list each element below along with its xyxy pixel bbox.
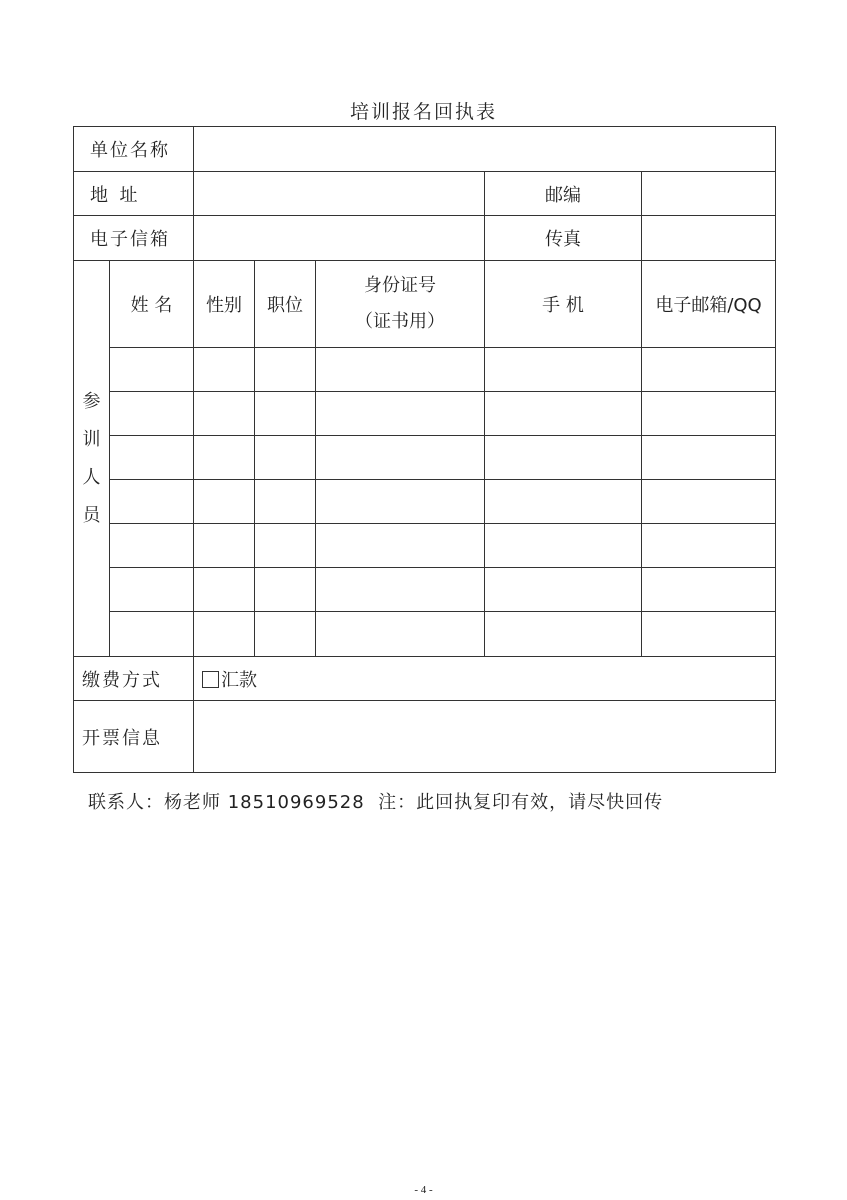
table-row xyxy=(74,612,776,657)
form-title: 培训报名回执表 xyxy=(349,101,497,123)
participant-email-cell[interactable] xyxy=(642,524,776,568)
participant-email-cell[interactable] xyxy=(642,612,776,657)
invoice-row xyxy=(74,701,776,773)
postcode-field[interactable] xyxy=(642,172,776,216)
participant-phone-cell[interactable] xyxy=(485,348,642,392)
participant-email-cell[interactable] xyxy=(642,348,776,392)
participant-position-cell[interactable] xyxy=(255,480,316,524)
fax-field[interactable] xyxy=(642,216,776,261)
col-header-phone: 手 机 xyxy=(485,261,642,348)
table-row xyxy=(74,436,776,480)
page-number: - 4 - xyxy=(414,1184,433,1196)
participant-email-cell[interactable] xyxy=(642,480,776,524)
postcode-label: 邮编 xyxy=(485,172,642,216)
col-header-name: 姓 名 xyxy=(110,261,194,348)
table-row xyxy=(74,568,776,612)
participants-label-char-3: 人 xyxy=(82,466,101,488)
participants-label-char-2: 训 xyxy=(82,428,101,450)
table-row xyxy=(74,524,776,568)
payment-method-cell xyxy=(194,657,776,701)
invoice-info-field[interactable] xyxy=(194,701,776,773)
registration-form-table xyxy=(73,126,776,773)
address-field[interactable] xyxy=(194,172,485,216)
participant-gender-cell[interactable] xyxy=(194,436,255,480)
participant-id-cell[interactable] xyxy=(316,348,485,392)
participant-position-cell[interactable] xyxy=(255,568,316,612)
col-header-id-number xyxy=(316,261,485,348)
participant-gender-cell[interactable] xyxy=(194,392,255,436)
participant-email-cell[interactable] xyxy=(642,568,776,612)
payment-row xyxy=(74,657,776,701)
unit-name-row xyxy=(74,127,776,172)
participant-name-cell[interactable] xyxy=(110,568,194,612)
participant-phone-cell[interactable] xyxy=(485,436,642,480)
participant-gender-cell[interactable] xyxy=(194,524,255,568)
address-row xyxy=(74,172,776,216)
participant-position-cell[interactable] xyxy=(255,612,316,657)
participant-phone-cell[interactable] xyxy=(485,480,642,524)
participant-position-cell[interactable] xyxy=(255,348,316,392)
participant-gender-cell[interactable] xyxy=(194,612,255,657)
table-row xyxy=(74,392,776,436)
participant-name-cell[interactable] xyxy=(110,436,194,480)
participant-id-cell[interactable] xyxy=(316,568,485,612)
participant-phone-cell[interactable] xyxy=(485,568,642,612)
email-label: 电子信箱 xyxy=(74,216,194,261)
participant-position-cell[interactable] xyxy=(255,392,316,436)
participants-label-char-1: 参 xyxy=(82,390,101,412)
col-header-id-line2: （证书用） xyxy=(355,311,445,332)
participant-position-cell[interactable] xyxy=(255,524,316,568)
fax-label: 传真 xyxy=(485,216,642,261)
remittance-option-label: 汇款 xyxy=(221,669,257,691)
participant-name-cell[interactable] xyxy=(110,524,194,568)
participant-name-cell[interactable] xyxy=(110,392,194,436)
col-header-id-line1: 身份证号 xyxy=(364,275,436,296)
participant-id-cell[interactable] xyxy=(316,436,485,480)
address-label: 地 址 xyxy=(74,172,194,216)
email-field[interactable] xyxy=(194,216,485,261)
participant-position-cell[interactable] xyxy=(255,436,316,480)
participant-email-cell[interactable] xyxy=(642,436,776,480)
email-fax-row xyxy=(74,216,776,261)
participant-id-cell[interactable] xyxy=(316,392,485,436)
participant-phone-cell[interactable] xyxy=(485,392,642,436)
participant-id-cell[interactable] xyxy=(316,480,485,524)
participant-phone-cell[interactable] xyxy=(485,612,642,657)
unit-name-label: 单位名称 xyxy=(74,127,194,172)
unit-name-field[interactable] xyxy=(194,127,776,172)
participants-section-label xyxy=(74,261,110,657)
participants-header-row xyxy=(74,261,776,348)
participants-label-char-4: 员 xyxy=(82,504,101,526)
table-row xyxy=(74,348,776,392)
participant-email-cell[interactable] xyxy=(642,392,776,436)
col-header-gender: 性别 xyxy=(194,261,255,348)
participant-name-cell[interactable] xyxy=(110,348,194,392)
participant-name-cell[interactable] xyxy=(110,612,194,657)
participant-phone-cell[interactable] xyxy=(485,524,642,568)
col-header-email-qq: 电子邮箱/QQ xyxy=(642,261,776,348)
col-header-position: 职位 xyxy=(255,261,316,348)
participant-gender-cell[interactable] xyxy=(194,568,255,612)
participant-gender-cell[interactable] xyxy=(194,480,255,524)
participant-name-cell[interactable] xyxy=(110,480,194,524)
participant-id-cell[interactable] xyxy=(316,524,485,568)
contact-note: 联系人：杨老师 18510969528 注：此回执复印有效，请尽快回传 xyxy=(88,792,664,813)
payment-method-label: 缴费方式 xyxy=(74,657,194,701)
remittance-checkbox[interactable] xyxy=(202,671,219,688)
participant-gender-cell[interactable] xyxy=(194,348,255,392)
participant-id-cell[interactable] xyxy=(316,612,485,657)
invoice-info-label: 开票信息 xyxy=(74,701,194,773)
table-row xyxy=(74,480,776,524)
